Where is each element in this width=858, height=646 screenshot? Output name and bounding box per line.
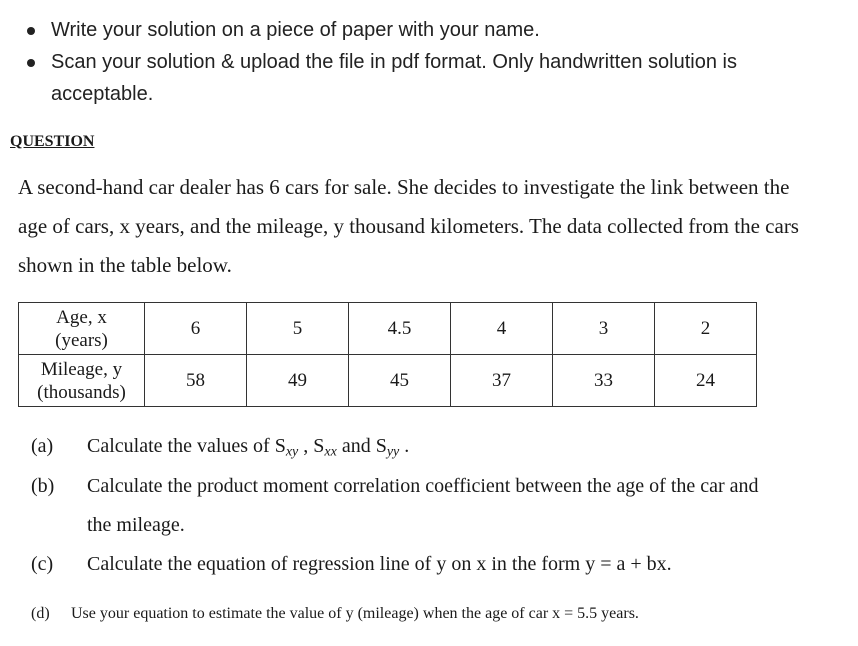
- row-header-age: Age, x (years): [19, 303, 145, 355]
- table-cell: 3: [553, 303, 655, 355]
- instruction-2: Scan your solution & upload the file in pdf format. Only handwritten solution is: [51, 51, 737, 73]
- part-b-label: (b): [31, 475, 55, 497]
- part-d-label: (d): [31, 605, 50, 622]
- table-cell: 2: [655, 303, 757, 355]
- table-cell: 37: [451, 355, 553, 407]
- part-c-label: (c): [31, 553, 54, 575]
- table-cell: 24: [655, 355, 757, 407]
- table-cell: 45: [349, 355, 451, 407]
- table-cell: 33: [553, 355, 655, 407]
- part-d: (d) Use your equation to estimate the value of y (mileage) when the age of car x = 5.5 years.: [31, 594, 851, 634]
- table-cell: 58: [145, 355, 247, 407]
- table-cell: 4: [451, 303, 553, 355]
- table-row: [19, 303, 757, 355]
- table-cell: 5: [247, 303, 349, 355]
- table-cell: 6: [145, 303, 247, 355]
- instruction-1: Write your solution on a piece of paper with your name.: [51, 19, 540, 41]
- part-c: (c) Calculate the equation of regression line of y on x in the form y = a + bx.: [31, 545, 851, 585]
- paragraph-line-2: age of cars, x years, and the mileage, y thousand kilometers. The data collected from the cars: [18, 214, 799, 238]
- bullet-icon: [27, 27, 35, 35]
- part-a-label: (a): [31, 435, 54, 457]
- part-a: (a) Calculate the values of $S_{xy}$ , $S_{xx}$ and $S_{yy}$ .: [31, 427, 851, 467]
- table-row: [19, 355, 757, 407]
- paragraph-line-3: shown in the table below.: [18, 253, 232, 277]
- question-heading: QUESTION: [10, 133, 95, 150]
- table-cell: 49: [247, 355, 349, 407]
- question-paragraph: [18, 168, 854, 285]
- data-table: [18, 302, 757, 407]
- paragraph-line-1: A second-hand car dealer has 6 cars for sale. She decides to investigate the link between the: [18, 175, 790, 199]
- table-cell: 4.5: [349, 303, 451, 355]
- bullet-icon: [27, 59, 35, 67]
- part-b: (b) Calculate the product moment correlation coefficient between the age of the car and the mileage.: [31, 467, 851, 547]
- row-header-mileage: Mileage, y (thousands): [19, 355, 145, 407]
- instruction-2-continued: acceptable.: [51, 83, 154, 105]
